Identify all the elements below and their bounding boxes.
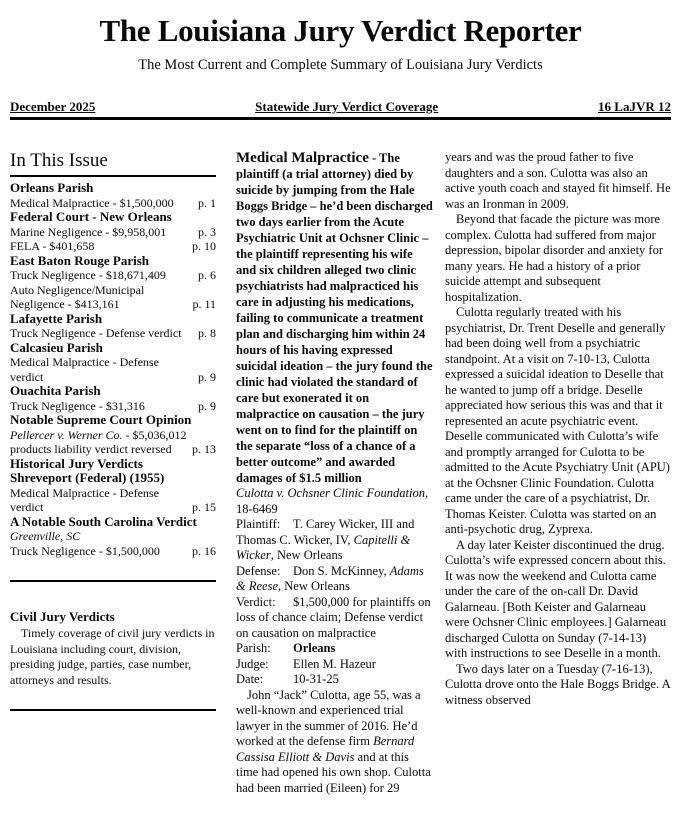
continuation-paragraph: A day later Keister discontinued the drug. Culotta’s wife expressed concern about this. It was now the weekend and Culotta came under the care of the on-call Dr. David Galarneau. [Both Keister and Galarneau were Ochsner Clinic employees.] Galarneau discharged Culotta on Sunday (7-14-13) with instructions to see Deselle in a month. — [445, 537, 667, 660]
page-ref: p. 1 — [198, 195, 216, 210]
defense-label: Defense: — [236, 563, 281, 578]
toc-section-header: Ouachita Parish — [10, 383, 101, 398]
parish-value: Orleans — [293, 641, 336, 655]
article-category: Medical Malpractice — [236, 150, 369, 166]
toc-section-federal — [10, 210, 216, 254]
case-name-italic: Pellercer v. Werner Co. — [10, 427, 123, 442]
toc-section-calcasieu — [10, 341, 216, 385]
toc-section-header: Notable Supreme Court Opinion — [10, 412, 192, 427]
toc-heading: In This Issue — [10, 150, 216, 177]
judge-value: Ellen M. Hazeur — [293, 656, 376, 671]
article-lead — [236, 150, 433, 486]
divider-rule — [10, 709, 216, 711]
dateline-bar — [10, 99, 671, 120]
toc-section-ouachita — [10, 384, 216, 413]
page-ref: p. 9 — [198, 398, 216, 413]
toc-entry: Truck Negligence - $31,316 p. 9 — [10, 398, 216, 413]
page-ref: p. 15 — [192, 500, 216, 514]
toc-entry: Truck Negligence - Defense verdict p. 8 — [10, 326, 216, 340]
promo-heading: Civil Jury Verdicts — [10, 609, 115, 624]
plaintiff-firm: Capitelli & Wicker — [236, 532, 411, 562]
continuation-paragraph: Beyond that facade the picture was more complex. Culotta had suffered from major depression, bipolar disorder and anxiety for many years. He had a history of a prior suicide attempt and subsequent hospitalization. — [445, 212, 663, 304]
continuation-paragraph: Culotta regularly treated with his psychiatrist, Dr. Trent Deselle and generally had been doing well from a psychiatric standpoint. At a visit on 7-10-13, Culotta expressed a suicidal ideation to Deselle that he wanted to jump off a bridge. Deselle appreciated how serious this was and that it represented an acute psychiatric event. Deselle communicated with Culotta’s wife and promptly arranged for Culotta to be admitted to the Acute Psychiatry Unit (APU) at the Ochsner Clinic Foundation. Culotta came under the care of a psychiatrist, Dr. Thomas Keister. Culotta was started on an anti-psychotic drug, Zyprexa. — [445, 305, 670, 536]
newsletter-subtitle: The Most Current and Complete Summary of Louisiana Jury Verdicts — [138, 57, 543, 73]
defense-firm: Adams & Reese — [236, 563, 424, 593]
toc-section-south-carolina — [10, 515, 216, 559]
toc-section-historical — [10, 457, 216, 515]
toc-entry: Auto Negligence/Municipal — [10, 282, 145, 297]
continuation-paragraph: years and was the proud father to five daughters and a son. Culotta was also an active youth coach and stayed fit himself. He was an Ironman in 2009. — [445, 150, 671, 211]
toc-entry: Medical Malpractice - Defense — [10, 355, 159, 369]
parish-label: Parish: — [236, 641, 271, 655]
toc-section-header: Federal Court - New Orleans — [10, 209, 172, 224]
page-ref: p. 11 — [192, 297, 216, 311]
coverage-tagline: Statewide Jury Verdict Coverage — [255, 99, 439, 114]
toc-section-header: East Baton Rouge Parish — [10, 252, 150, 268]
continuation-paragraph: Two days later on a Tuesday (7-16-13), Culotta drove onto the Hale Boggs Bridge. A witness observed — [445, 661, 670, 707]
toc-section-header: Calcasieu Parish — [10, 339, 103, 355]
parish-line — [236, 641, 433, 657]
date-line — [236, 672, 433, 688]
case-name: Culotta v. Ochsner Clinic Foundation, — [236, 486, 429, 500]
promo-text: Timely coverage of civil jury verdicts in Louisiana including court, division, presiding judge, parties, case number, attorneys and results. — [10, 626, 215, 687]
judge-line — [236, 657, 433, 673]
article-body-paragraph: John “Jack” Culotta, age 55, was a well-known and experienced trial lawyer in the summer of 2016. He’d worked at the defense firm Bernard Cassisa Elliott & Davis and at this time had opened his own shop. Culotta had been married (Eileen) for 29 — [236, 687, 431, 795]
case-citation — [236, 486, 433, 517]
masthead — [10, 14, 671, 120]
defense-line: Defense: Don S. McKinney, Adams & Reese, New Orleans — [236, 563, 424, 593]
page-ref: p. 10 — [192, 239, 216, 253]
page-ref: p. 3 — [198, 224, 216, 239]
toc-entry: Medical Malpractice - Defense — [10, 485, 159, 500]
page-ref: p. 8 — [198, 326, 216, 340]
verdict-line: Verdict: $1,500,000 for plaintiffs on loss of chance claim; Defense verdict on causation on malpractice — [236, 594, 431, 640]
case-info-block — [236, 517, 433, 688]
toc-entry: Pellercer v. Werner Co. - $5,036,012 — [10, 427, 187, 442]
toc-entry: Medical Malpractice - $1,500,000 p. 1 — [10, 195, 216, 210]
divider-rule — [10, 580, 216, 582]
case-number: 18-6469 — [236, 501, 278, 516]
article-lead-summary: - The plaintiff (a trial attorney) died by suicide by jumping from the Hale Boggs Bridge – he’d been discharged two days earlier from the Acute Psychiatric Unit at Ochsner Clinic – the plaintiff representing his wife and six children alleged two clinic psychiatrists had malpracticed his care in adjusting his medications, failing to communicate a treatment plan and discharging him within 24 hours of his having expressed suicidal ideation – the jury found the clinic had violated the standard of care but exonerated it on malpractice on causation – the jury went on to find for the plaintiff on the separate “loss of a chance of a better outcome” and awarded damages of $1.5 million — [236, 151, 433, 485]
page-ref: p. 13 — [192, 442, 216, 456]
toc-section-east-baton-rouge — [10, 254, 216, 312]
toc-section-header: Orleans Parish — [10, 180, 94, 195]
article-column — [236, 150, 433, 796]
law-firm-name: Bernard Cassisa Elliott & Davis — [236, 734, 415, 764]
toc-entry: Truck Negligence - $18,671,409 p. 6 — [10, 268, 216, 282]
toc-entry: Truck Negligence - $1,500,000 p. 16 — [10, 543, 216, 558]
promo-box — [10, 609, 216, 688]
toc-section-orleans — [10, 181, 216, 210]
toc-section-supreme-court — [10, 413, 216, 457]
date-value: 10-31-25 — [293, 672, 339, 686]
plaintiff-label: Plaintiff: — [236, 517, 281, 531]
toc-section-header: Historical Jury Verdicts — [10, 455, 143, 471]
newsletter-title: The Louisiana Jury Verdict Reporter — [99, 13, 582, 48]
toc-entry: Negligence - $413,161 p. 11 — [10, 297, 216, 311]
toc-section-lafayette — [10, 312, 216, 341]
toc-section-subheader: Shreveport (Federal) (1955) — [10, 470, 165, 485]
toc-section-header: A Notable South Carolina Verdict — [10, 513, 197, 529]
issue-date: December 2025 — [10, 99, 96, 114]
toc-location: Greenville, SC — [10, 529, 81, 543]
page-ref: p. 16 — [192, 543, 216, 558]
page-ref: p. 9 — [198, 369, 216, 384]
toc-entry: FELA - $401,658 p. 10 — [10, 239, 216, 253]
continuation-column — [445, 150, 671, 708]
verdict-label: Verdict: — [236, 594, 276, 609]
judge-label: Judge: — [236, 656, 269, 671]
toc-entry: products liability verdict reversed p. 13 — [10, 442, 216, 456]
toc-column — [10, 150, 216, 711]
toc-entry: verdict p. 15 — [10, 500, 216, 514]
toc-entry: verdict p. 9 — [10, 369, 216, 384]
date-label: Date: — [236, 672, 264, 686]
toc-entry: Marine Negligence - $9,958,001 p. 3 — [10, 224, 216, 239]
columns — [10, 150, 671, 796]
plaintiff-line: Plaintiff: T. Carey Wicker, III and Thomas C. Wicker, IV, Capitelli & Wicker, New Orleans — [236, 517, 415, 562]
page-ref: p. 6 — [198, 268, 216, 282]
toc-section-header: Lafayette Parish — [10, 310, 103, 326]
volume-citation: 16 LaJVR 12 — [598, 99, 671, 114]
